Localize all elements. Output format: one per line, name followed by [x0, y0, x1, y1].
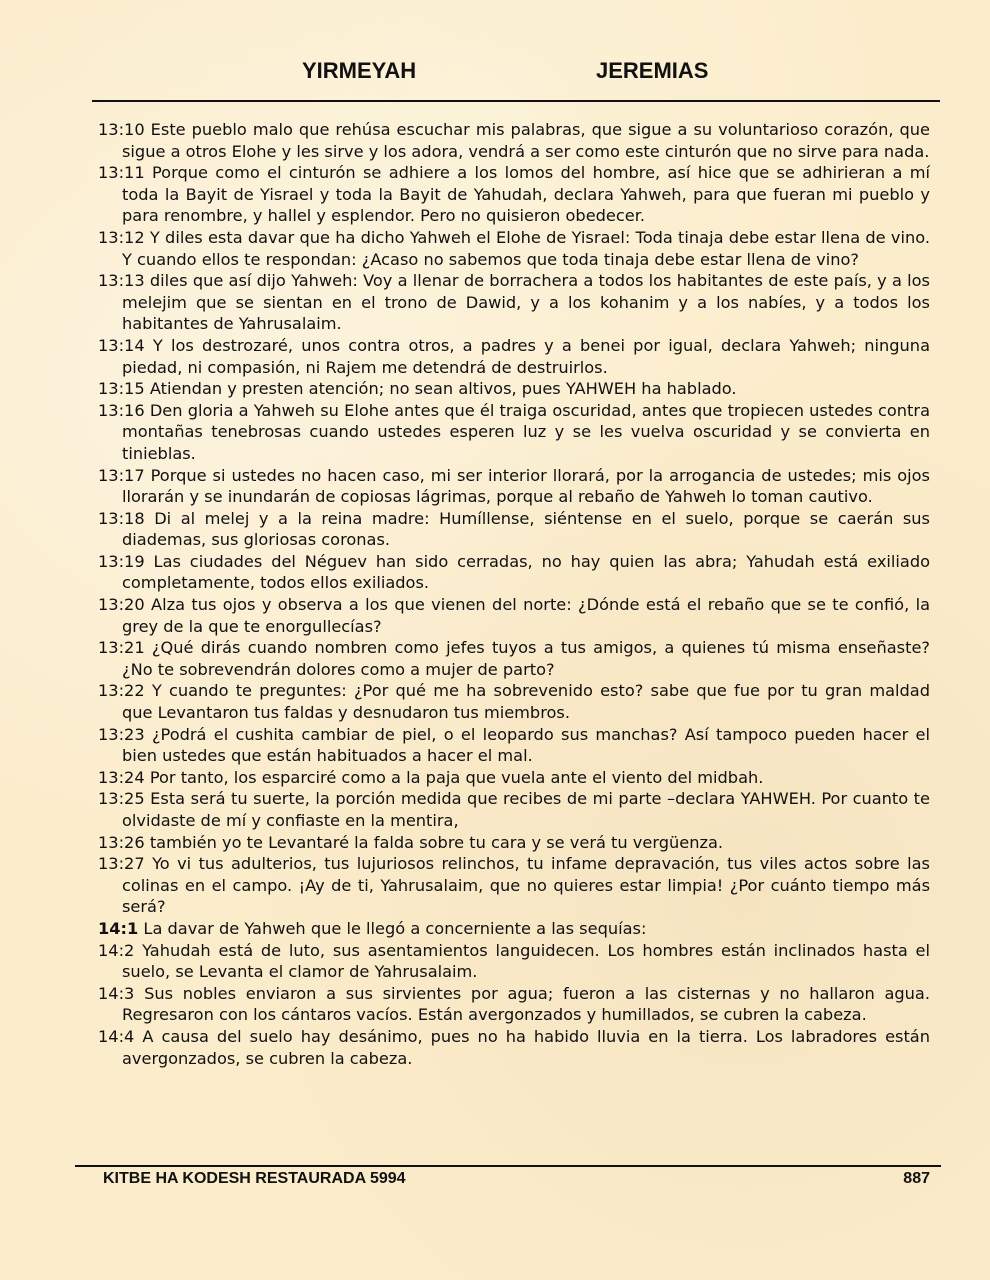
verse — [98, 832, 930, 854]
footer-title: KITBE HA KODESH RESTAURADA 5994 — [103, 1170, 406, 1187]
header-book-title-spanish: JEREMIAS — [596, 58, 709, 83]
verse-reference: 13:17 — [98, 465, 145, 485]
verse-text: Di al melej y a la reina madre: Humíllense, siéntense en el suelo, porque se caerán sus diademas, sus gloriosas coronas. — [122, 508, 930, 550]
verse-reference: 14:3 — [98, 983, 135, 1003]
verse — [98, 853, 930, 918]
page-footer — [0, 1170, 990, 1194]
verse-text: diles que así dijo Yahweh: Voy a llenar de borrachera a todos los habitantes de este país, y a los melejim que se sientan en el trono de Dawid, y a los kohanim y a los nabíes, y a todos los habitantes de Yahrusalaim. — [122, 271, 930, 334]
verse-reference: 13:12 — [98, 227, 145, 247]
verse-text: Por tanto, los esparciré como a la paja que vuela ante el viento del midbah. — [149, 767, 764, 787]
verse — [98, 465, 930, 508]
verse — [98, 378, 930, 400]
verse-reference: 13:10 — [98, 120, 145, 139]
verse-reference: 13:27 — [98, 854, 145, 874]
verse-text: La davar de Yahweh que le llegó a concerniente a las sequías: — [143, 918, 647, 938]
verse-text: también yo te Levantaré la falda sobre tu cara y se verá tu vergüenza. — [149, 832, 724, 852]
verse — [98, 1026, 930, 1069]
verse-reference: 13:16 — [98, 400, 145, 420]
verse — [98, 680, 930, 723]
verse-reference: 14:2 — [98, 940, 135, 960]
verse-reference: 14:4 — [98, 1026, 135, 1046]
verse-text: Yo vi tus adulterios, tus lujuriosos relinchos, tu infame depravación, tus viles actos sobre las colinas en el campo. ¡Ay de ti, Yahrusalaim, que no quieres estar limpia! ¿Por cuánto tiempo más será? — [122, 854, 930, 917]
verse — [98, 724, 930, 767]
verse-reference: 13:23 — [98, 724, 145, 744]
verse-reference: 13:11 — [98, 163, 145, 183]
verse-list — [98, 119, 930, 1069]
verse-text: Y los destrozaré, unos contra otros, a padres y a benei por igual, declara Yahweh; ninguna piedad, ni compasión, ni Rajem me detendrá de destruirlos. — [122, 335, 930, 377]
verse-reference: 13:20 — [98, 595, 145, 615]
footer-divider — [75, 1165, 941, 1167]
verse-text: ¿Qué dirás cuando nombren como jefes tuyos a tus amigos, a quienes tú misma enseñaste? ¿No te sobrevendrán dolores como a mujer de parto? — [122, 638, 930, 679]
verse — [98, 162, 930, 227]
verse — [98, 551, 930, 594]
verse — [98, 918, 930, 940]
verse-reference: 13:15 — [98, 379, 145, 399]
header-divider — [92, 100, 940, 102]
verse — [98, 983, 930, 1026]
verse — [98, 335, 930, 378]
verse — [98, 508, 930, 551]
verse — [98, 637, 930, 680]
verse-text: Atiendan y presten atención; no sean altivos, pues YAHWEH ha hablado. — [149, 379, 737, 399]
verse-text: Y diles esta davar que ha dicho Yahweh el Elohe de Yisrael: Toda tinaja debe estar llena de vino. Y cuando ellos te respondan: ¿Acaso no sabemos que toda tinaja debe estar llena de vino? — [122, 227, 930, 269]
verse — [98, 788, 930, 831]
verse-text: A causa del suelo hay desánimo, pues no ha habido lluvia en la tierra. Los labradores están avergonzados, se cubren la cabeza. — [122, 1026, 930, 1068]
verse — [98, 400, 930, 465]
verse-reference: 13:22 — [98, 681, 145, 701]
verse — [98, 227, 930, 270]
verse — [98, 594, 930, 637]
header-book-title-hebrew: YIRMEYAH — [302, 58, 417, 83]
verse — [98, 767, 930, 789]
verse-text: Den gloria a Yahweh su Elohe antes que él traiga oscuridad, antes que tropiecen ustedes contra montañas tenebrosas cuando ustedes esperen luz y se les vuelva oscuridad y se convierta en tinieblas. — [122, 400, 930, 463]
verse-text: Esta será tu suerte, la porción medida que recibes de mi parte –declara YAHWEH. Por cuanto te olvidaste de mí y confiaste en la mentira, — [122, 789, 930, 830]
verse — [98, 940, 930, 983]
verse-text: Este pueblo malo que rehúsa escuchar mis palabras, que sigue a su voluntarioso corazón, que sigue a otros Elohe y les sirve y los adora, vendrá a ser como este cinturón que no sirve para nada. — [122, 120, 930, 161]
verse-text: Y cuando te preguntes: ¿Por qué me ha sobrevenido esto? sabe que fue por tu gran maldad que Levantaron tus faldas y desnudaron tus miembros. — [122, 681, 930, 723]
verse-text: Porque si ustedes no hacen caso, mi ser interior llorará, por la arrogancia de ustedes; mis ojos llorarán y se inundarán de copiosas lágrimas, porque al rebaño de Yahweh lo toman cautivo. — [122, 465, 930, 507]
verse-reference: 13:25 — [98, 789, 145, 809]
verse-text: Las ciudades del Néguev han sido cerradas, no hay quien las abra; Yahudah está exiliado completamente, todos ellos exiliados. — [122, 551, 931, 593]
verse-text: Sus nobles enviaron a sus sirvientes por agua; fueron a las cisternas y no hallaron agua. Regresaron con los cántaros vacíos. Están avergonzados y humillados, se cubren la cabeza. — [122, 983, 930, 1025]
verse-text: Porque como el cinturón se adhiere a los lomos del hombre, así hice que se adhirieran a mí toda la Bayit de Yisrael y toda la Bayit de Yahudah, declara Yahweh, para que fueran mi pueblo y para renombre, y hallel y esplendor. Pero no quisieron obedecer. — [122, 163, 930, 226]
verse-reference: 13:19 — [98, 551, 145, 571]
verse-reference: 13:13 — [98, 271, 145, 291]
verse-text: Yahudah está de luto, sus asentamientos languidecen. Los hombres están inclinados hasta el suelo, se Levanta el clamor de Yahrusalaim. — [122, 940, 930, 982]
verse-reference: 13:26 — [98, 832, 145, 852]
page-number: 887 — [903, 1170, 930, 1187]
verse-reference: 13:24 — [98, 767, 145, 787]
verse-text: Alza tus ojos y observa a los que vienen del norte: ¿Dónde está el rebaño que se te confió, la grey de la que te enorgullecías? — [122, 595, 930, 636]
verse-reference: 14:1 — [98, 918, 139, 938]
verse — [98, 270, 930, 335]
verse — [98, 119, 930, 162]
verse-reference: 13:14 — [98, 335, 145, 355]
verse-text: ¿Podrá el cushita cambiar de piel, o el leopardo sus manchas? Así tampoco pueden hacer el bien ustedes que están habituados a hacer el mal. — [122, 724, 930, 766]
verse-reference: 13:21 — [98, 638, 145, 658]
verse-reference: 13:18 — [98, 508, 145, 528]
page-header — [0, 58, 990, 92]
